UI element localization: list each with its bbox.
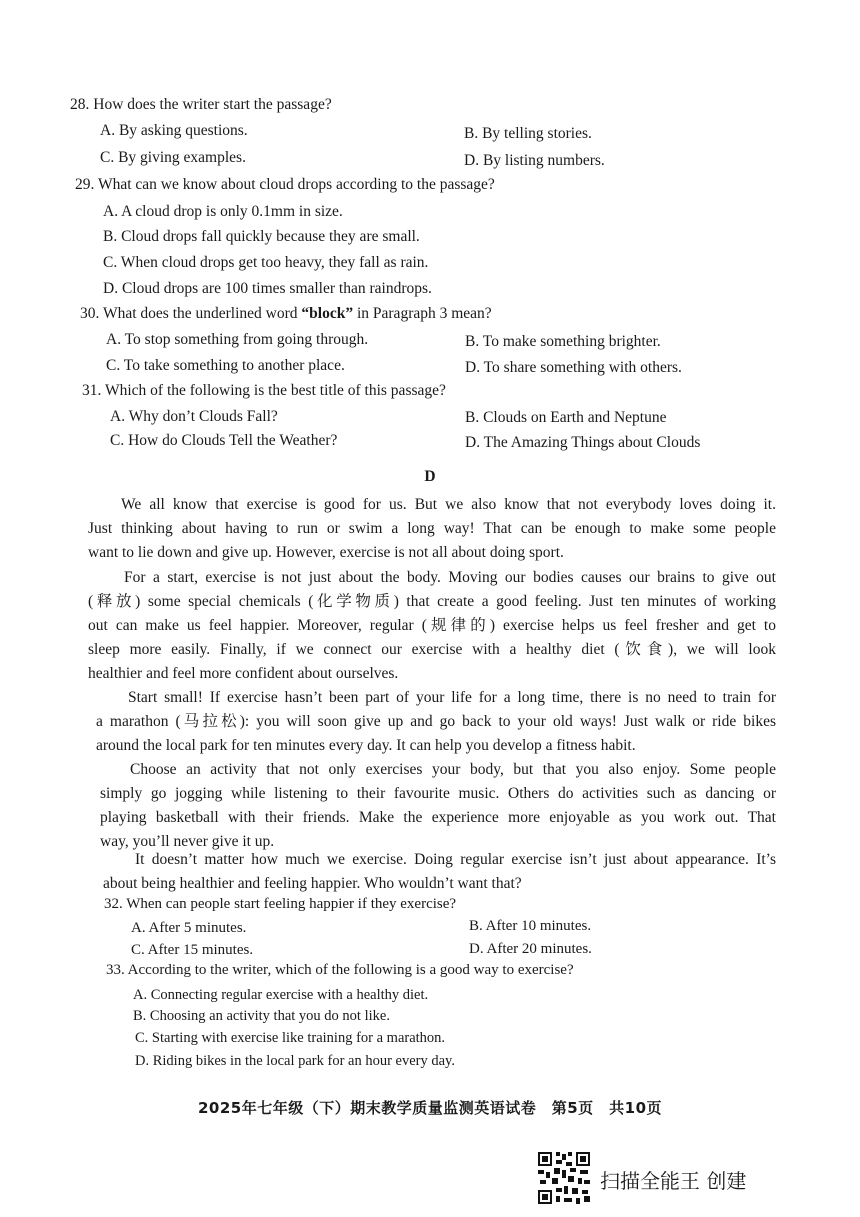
scanner-watermark: 扫描全能王 创建 <box>600 1169 747 1193</box>
question-28-option-d: D. By listing numbers. <box>464 152 605 169</box>
passage-line: (释放) some special chemicals (化学物质) that create a good feeling. Just ten minutes of working <box>88 593 776 610</box>
passage-line: Choose an activity that not only exercises your body, but that you also enjoy. Some people <box>130 761 776 778</box>
passage-paragraph-5 <box>103 848 776 896</box>
question-31-stem: 31. Which of the following is the best title of this passage? <box>82 382 446 399</box>
question-32-option-b: B. After 10 minutes. <box>469 918 592 934</box>
question-29-option-d: D. Cloud drops are 100 times smaller than raindrops. <box>103 280 432 297</box>
passage-paragraph-3 <box>96 686 776 758</box>
question-28-stem: 28. How does the writer start the passage? <box>70 96 332 113</box>
question-30-option-a: A. To stop something from going through. <box>106 331 369 348</box>
qr-code-icon <box>536 1150 592 1206</box>
question-30-option-d: D. To share something with others. <box>465 359 682 376</box>
passage-line: healthier and feel more confident about ourselves. <box>88 665 399 682</box>
passage-line: out can make us feel happier. Moreover, regular (规律的) exercise helps us feel fresher and get to <box>88 617 776 634</box>
question-29-stem: 29. What can we know about cloud drops according to the passage? <box>75 176 495 193</box>
passage-line: around the local park for ten minutes every day. It can help you develop a fitness habit. <box>96 737 636 754</box>
question-31-option-a: A. Why don’t Clouds Fall? <box>110 408 278 425</box>
question-29-option-b: B. Cloud drops fall quickly because they are small. <box>103 228 420 245</box>
question-30-option-c: C. To take something to another place. <box>106 357 345 374</box>
question-31-option-c: C. How do Clouds Tell the Weather? <box>110 432 338 449</box>
passage-paragraph-1 <box>88 493 776 565</box>
question-29-option-c: C. When cloud drops get too heavy, they fall as rain. <box>103 254 429 271</box>
passage-line: We all know that exercise is good for us. But we also know that not everybody loves doing it. <box>121 496 776 513</box>
question-32-option-d: D. After 20 minutes. <box>469 941 592 957</box>
passage-line: Just thinking about having to run or swim a long way! That can be enough to make some people <box>88 520 776 537</box>
question-32-option-a: A. After 5 minutes. <box>131 920 247 936</box>
passage-line: simply go jogging while listening to their favourite music. Others do activities such as dancing or <box>100 785 776 802</box>
question-32-option-c: C. After 15 minutes. <box>131 942 254 958</box>
question-33-option-c: C. Starting with exercise like training for a marathon. <box>135 1030 446 1046</box>
passage-paragraph-2 <box>88 566 776 686</box>
passage-line: about being healthier and feeling happier. Who wouldn’t want that? <box>103 875 522 892</box>
question-30-stem <box>80 305 492 323</box>
question-30-stem-pre: 30. What does the underlined word <box>80 305 302 322</box>
question-33-option-a: A. Connecting regular exercise with a healthy diet. <box>133 987 429 1003</box>
question-29-option-a: A. A cloud drop is only 0.1mm in size. <box>103 203 343 220</box>
question-30-stem-post: in Paragraph 3 mean? <box>353 305 492 322</box>
question-28-option-b: B. By telling stories. <box>464 125 592 142</box>
question-31-option-d: D. The Amazing Things about Clouds <box>465 434 701 451</box>
question-28-option-a: A. By asking questions. <box>100 122 248 139</box>
passage-line: Start small! If exercise hasn’t been part of your life for a long time, there is no need to train for <box>128 689 776 706</box>
passage-line: It doesn’t matter how much we exercise. Doing regular exercise isn’t just about appearance. It’s <box>135 851 776 868</box>
passage-line: way, you’ll never give it up. <box>100 833 275 850</box>
question-33-option-d: D. Riding bikes in the local park for an hour every day. <box>135 1053 455 1069</box>
passage-line: a marathon (马拉松): you will soon give up and go back to your old ways! Just walk or ride bikes <box>96 713 776 730</box>
passage-line: want to lie down and give up. However, exercise is not all about doing sport. <box>88 544 564 561</box>
passage-line: sleep more easily. Finally, if we connect our exercise with a healthy diet (饮食), we will look <box>88 641 776 658</box>
section-label: D <box>424 468 436 485</box>
question-33-stem: 33. According to the writer, which of the following is a good way to exercise? <box>106 962 574 978</box>
question-33-option-b: B. Choosing an activity that you do not like. <box>133 1008 390 1024</box>
question-30-option-b: B. To make something brighter. <box>465 333 661 350</box>
passage-line: For a start, exercise is not just about the body. Moving our bodies causes our brains to give out <box>124 569 776 586</box>
question-31-option-b: B. Clouds on Earth and Neptune <box>465 409 667 426</box>
question-30-stem-word: “block” <box>301 305 354 322</box>
question-28-option-c: C. By giving examples. <box>100 149 246 166</box>
page-footer: 2025年七年级（下）期末教学质量监测英语试卷 第5页 共10页 <box>197 1099 663 1117</box>
passage-line: playing basketball with their friends. Make the experience more enjoyable as you work out. That <box>100 809 776 826</box>
passage-paragraph-4 <box>100 758 776 854</box>
question-32-stem: 32. When can people start feeling happier if they exercise? <box>104 896 457 912</box>
